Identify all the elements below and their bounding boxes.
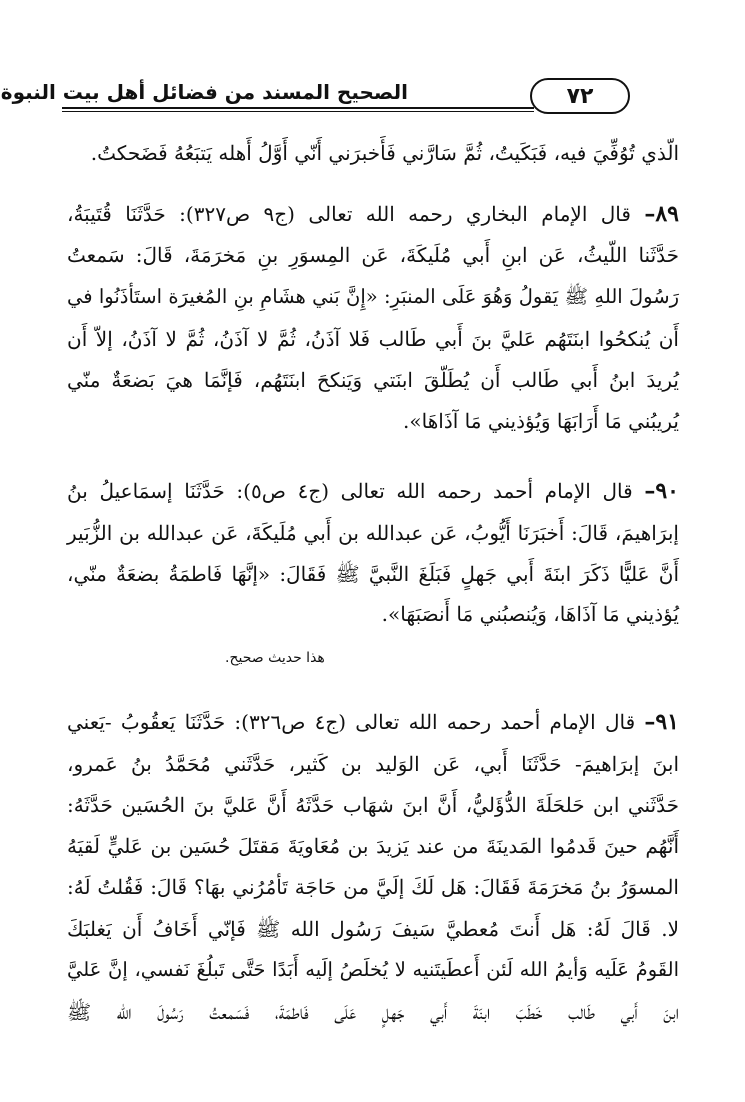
hadith-89-line-5: يُريدَ ابنُ أَبي طَالب أَن يُطَلّقَ ابنَتي وَيَنكحَ ابنَتَهُم، فَإنَّمَا هيَ بَضعَةٌ منّي bbox=[67, 368, 679, 392]
header-rule-thin bbox=[62, 111, 534, 112]
hadith-90-line-3: أَنَّ عَليًّا ذَكَرَ ابنَةَ أَبي جَهلٍ فَبَلَغَ النَّبيَّ ﷺ فَقَالَ: «إنَّهَا فَاطمَةُ بضعَةٌ منّي، bbox=[67, 562, 679, 586]
page-header bbox=[0, 78, 630, 112]
hadith-89-line-4: أَن يُنكحُوا ابنَتَهُم عَليَّ بنَ أَبي طَالب فَلا آذَنُ، ثُمَّ لا آذَنُ، ثُمَّ لا آذَنُ، إلاّ أَن bbox=[67, 327, 679, 351]
hadith-89-line-6: يُريبُني مَا أَرَابَهَا وَيُؤذيني مَا آذَاهَا». bbox=[403, 409, 679, 433]
hadith-91-line-8: ابنَ أَبي طَالب خَطَبَ ابنَةَ أَبي جَهلٍ عَلَى فَاطمَةَ، فَسَمعتُ رَسُولَ الله ﷺ bbox=[67, 1000, 679, 1024]
hadith-91-line-3: حَدَّثَني ابن حَلحَلَةَ الدُّؤَليُّ، أَنَّ ابنَ شهَاب حَدَّثَهُ أَنَّ عَليَّ بنَ الحُسَين حَدَّثَهُ: bbox=[67, 793, 679, 817]
hadith-90-line-2: إبرَاهيمَ، قَالَ: أَخبَرَنَا أَيُّوبُ، عَن عبدالله بن أَبي مُلَيكَةَ، عَن عبدالله بن الزُّبَير bbox=[67, 521, 679, 545]
hadith-89-line-1: ٨٩– قال الإمام البخاري رحمه الله تعالى (ج٩ ص٣٢٧): حَدَّثَنَا قُتَيبَةُ، bbox=[67, 201, 679, 227]
hadith-91-line-1: ٩١– قال الإمام أحمد رحمه الله تعالى (ج٤ ص٣٢٦): حَدَّثَنَا يَعقُوبُ -يَعني bbox=[67, 709, 679, 735]
hadith-91-line-4: أَنَّهُم حينَ قَدمُوا المَدينَةَ من عند يَزيدَ بن مُعَاويَةَ مَقتَلَ حُسَين بن عَليٍّ لَقيَهُ bbox=[67, 834, 679, 858]
hadith-90-number: ٩٠– bbox=[644, 478, 679, 504]
hadith-91-line-2: ابنَ إبرَاهيمَ- حَدَّثَنَا أَبي، عَن الوَليد بن كَثير، حَدَّثَني مُحَمَّدُ بنُ عَمرو، bbox=[67, 752, 679, 776]
hadith-91-line-6: لا. قَالَ لَهُ: هَل أَنتَ مُعطيَّ سَيفَ رَسُول الله ﷺ فَإنّي أَخَافُ أَن يَغلبَكَ bbox=[67, 917, 679, 941]
hadith-91-line-7: القَومُ عَلَيه وَأيمُ الله لَئن أَعطَيتَنيه لا يُخلَصُ إلَيه أَبَدًا حَتَّى تَبلُغَ نَفسي، إنَّ عَليَّ bbox=[67, 958, 679, 981]
hadith-89-number: ٨٩– bbox=[644, 201, 679, 227]
page-number-badge: ٧٢ bbox=[530, 78, 630, 114]
hadith-90-line-4: يُؤذيني مَا آذَاهَا، وَيُنصبُني مَا أَنصَبَهَا». bbox=[381, 602, 679, 626]
hadith-90-grading-note: هذا حديث صحيح. bbox=[225, 650, 325, 666]
hadith-91-number: ٩١– bbox=[644, 709, 679, 735]
intro-line: الّذي تُوُفِّيَ فيه، فَبَكَيتُ، ثُمَّ سَارَّني فَأَخبرَني أَنّي أَوَّلُ أَهله يَتبَعُهُ فَضَحكتُ. bbox=[90, 141, 679, 165]
hadith-91-line-5: المسوَرُ بنُ مَخرَمَةَ فَقَالَ: هَل لَكَ إلَيَّ من حَاجَة تَأمُرُني بهَا؟ قَالَ: فَقُلتُ لَهُ: bbox=[67, 875, 679, 899]
hadith-89-line-3: رَسُولَ اللهِ ﷺ يَقولُ وَهُوَ عَلَى المنبَرِ: «إِنَّ بَني هشَامِ بنِ المُغيرَة استَأذَنُوا في bbox=[67, 285, 679, 308]
header-rule bbox=[62, 107, 534, 109]
running-title: الصحيح المسند من فضائل أهل بيت النبوة bbox=[0, 80, 408, 104]
hadith-89-line-2: حَدَّثَنا اللّيثُ، عَن ابنِ أَبي مُلَيكَةَ، عَن المِسوَرِ بنِ مَخرَمَةَ، قَالَ: سَمعتُ bbox=[67, 243, 679, 267]
hadith-90-line-1: ٩٠– قال الإمام أحمد رحمه الله تعالى (ج٤ ص٥): حَدَّثَنَا إسمَاعيلُ بنُ bbox=[67, 478, 679, 504]
